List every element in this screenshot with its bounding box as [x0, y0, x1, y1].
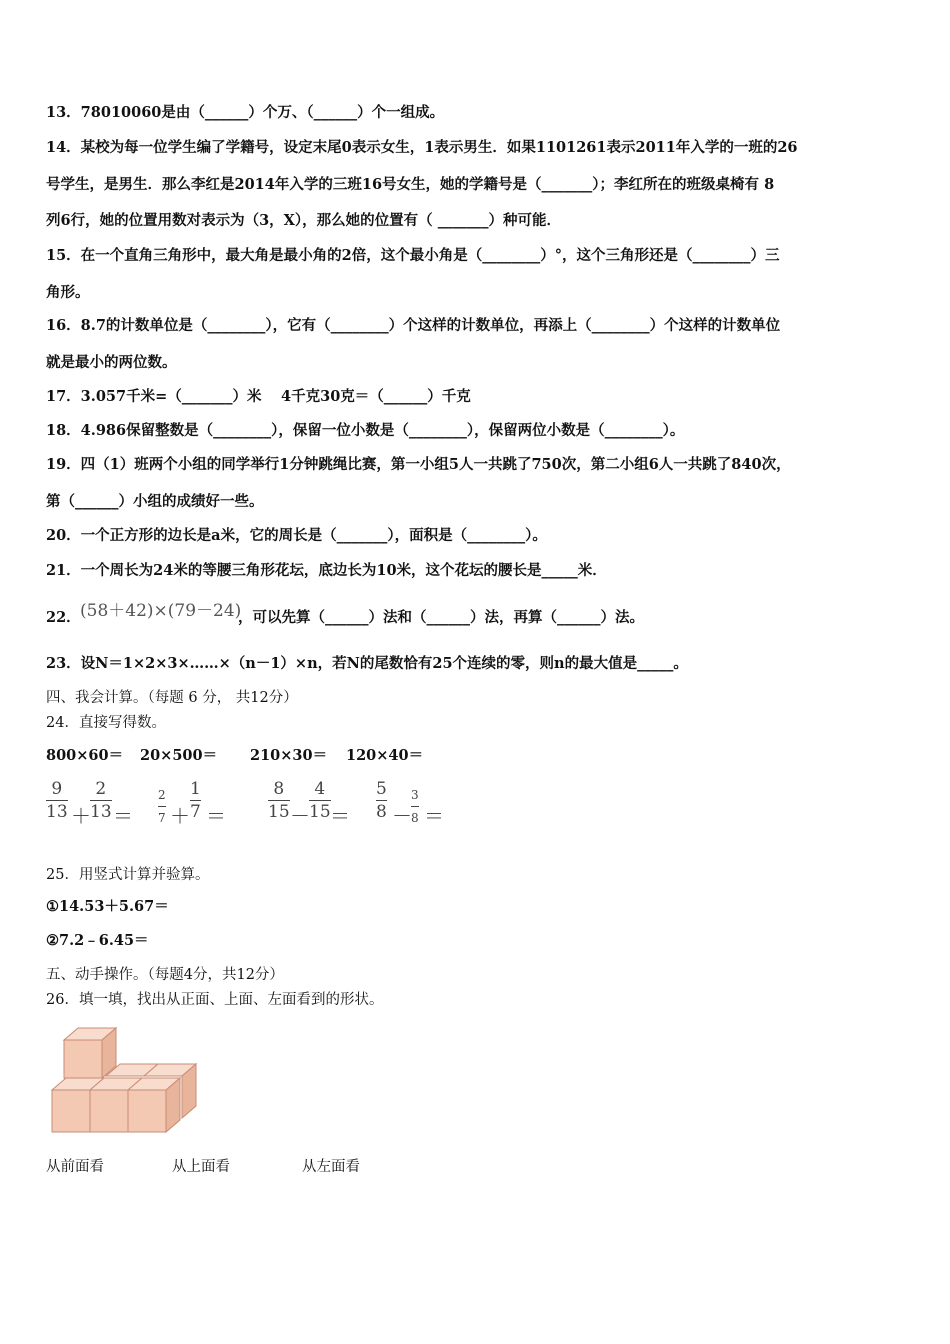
cube-front-row — [52, 1078, 180, 1132]
cube-top-single — [64, 1028, 116, 1078]
question-22-text: ，可以先算（______）法和（______）法，再算（______）法。 — [238, 609, 644, 626]
equals-1: ＝ — [113, 804, 133, 828]
q24-item-4: 120×40＝ — [346, 747, 424, 764]
question-14-line3: 列6行，她的位置用数对表示为（3，X），那么她的位置有（ _______）种可能． — [46, 212, 561, 229]
fraction-2b: 1 7 — [190, 779, 201, 822]
section-5-heading: 五、动手操作。（每题4分，共12分） — [46, 967, 284, 983]
question-19-line2: 第（______）小组的成绩好一些。 — [46, 493, 264, 510]
question-25: 25．用竖式计算并验算。 — [46, 867, 210, 883]
fraction-op-4: － — [392, 804, 412, 828]
question-21: 21．一个周长为24米的等腰三角形花坛，底边长为10米，这个花坛的腰长是_____米． — [46, 562, 607, 579]
question-26: 26．填一填，找出从正面、上面、左面看到的形状。 — [46, 992, 384, 1008]
view-left-label: 从左面看 — [302, 1159, 360, 1175]
question-19-line1: 19．四（1）班两个小组的同学举行1分钟跳绳比赛，第一小组5人一共跳了750次，第二小组6人一共跳了840次， — [46, 456, 791, 473]
section-4-heading: 四、我会计算。（每题 6 分， 共12分） — [46, 690, 298, 706]
question-18: 18．4.986保留整数是（________），保留一位小数是（________），保留两位小数是（________）。 — [46, 422, 685, 439]
fraction-op-2: ＋ — [170, 804, 190, 828]
equals-2: ＝ — [206, 804, 226, 828]
fraction-1a: 9 13 — [46, 779, 68, 822]
q24-item-2: 20×500＝ — [140, 747, 218, 764]
fraction-3a: 8 15 — [268, 779, 290, 822]
equals-3: ＝ — [330, 804, 350, 828]
fraction-3b: 4 15 — [309, 779, 331, 822]
question-15-line2: 角形。 — [46, 284, 90, 301]
fraction-op-1: ＋ — [71, 804, 91, 828]
fraction-op-3: － — [290, 804, 310, 828]
fraction-4b: 3 8 — [411, 788, 419, 825]
question-13: 13．78010060是由（______）个万、（______）个一组成。 — [46, 104, 445, 121]
question-15-line1: 15．在一个直角三角形中，最大角是最小角的2倍，这个最小角是（________）°，这个三角形还是（________）三 — [46, 247, 780, 264]
fraction-2a: 2 7 — [158, 788, 166, 825]
question-25-1: ①14.53＋5.67＝ — [46, 898, 169, 915]
question-16-line2: 就是最小的两位数。 — [46, 354, 177, 371]
question-14-line1: 14．某校为每一位学生编了学籍号，设定末尾0表示女生，1表示男生．如果1101261表示2011年入学的一班的26 — [46, 139, 798, 156]
question-24: 24．直接写得数。 — [46, 715, 166, 731]
view-front-label: 从前面看 — [46, 1159, 104, 1175]
cube-stack-figure — [46, 1020, 216, 1140]
question-23: 23．设N＝1×2×3×……×（n－1）×n，若N的尾数恰有25个连续的零，则n的最大值是_____。 — [46, 655, 688, 672]
q24-item-1: 800×60＝ — [46, 747, 124, 764]
question-20: 20．一个正方形的边长是a米，它的周长是（_______），面积是（________）。 — [46, 527, 547, 544]
question-25-2: ②7.2﹣6.45＝ — [46, 932, 149, 949]
question-14-line2: 号学生，是男生．那么李红是2014年入学的三班16号女生，她的学籍号是（_______）；李红所在的班级桌椅有 8 — [46, 176, 775, 193]
question-16-line1: 16．8.7的计数单位是（________），它有（________）个这样的计数单位，再添上（________）个这样的计数单位 — [46, 317, 781, 334]
q24-item-3: 210×30＝ — [250, 747, 328, 764]
fraction-4a: 5 8 — [376, 779, 387, 822]
view-top-label: 从上面看 — [172, 1159, 230, 1175]
fraction-1b: 2 13 — [90, 779, 112, 822]
equals-4: ＝ — [424, 804, 444, 828]
question-22-number: 22． — [46, 609, 81, 626]
question-17: 17．3.057千米=（_______）米 4千克30克＝（______）千克 — [46, 388, 471, 405]
question-22-expression: (58＋42)×(79－24) — [80, 601, 242, 621]
